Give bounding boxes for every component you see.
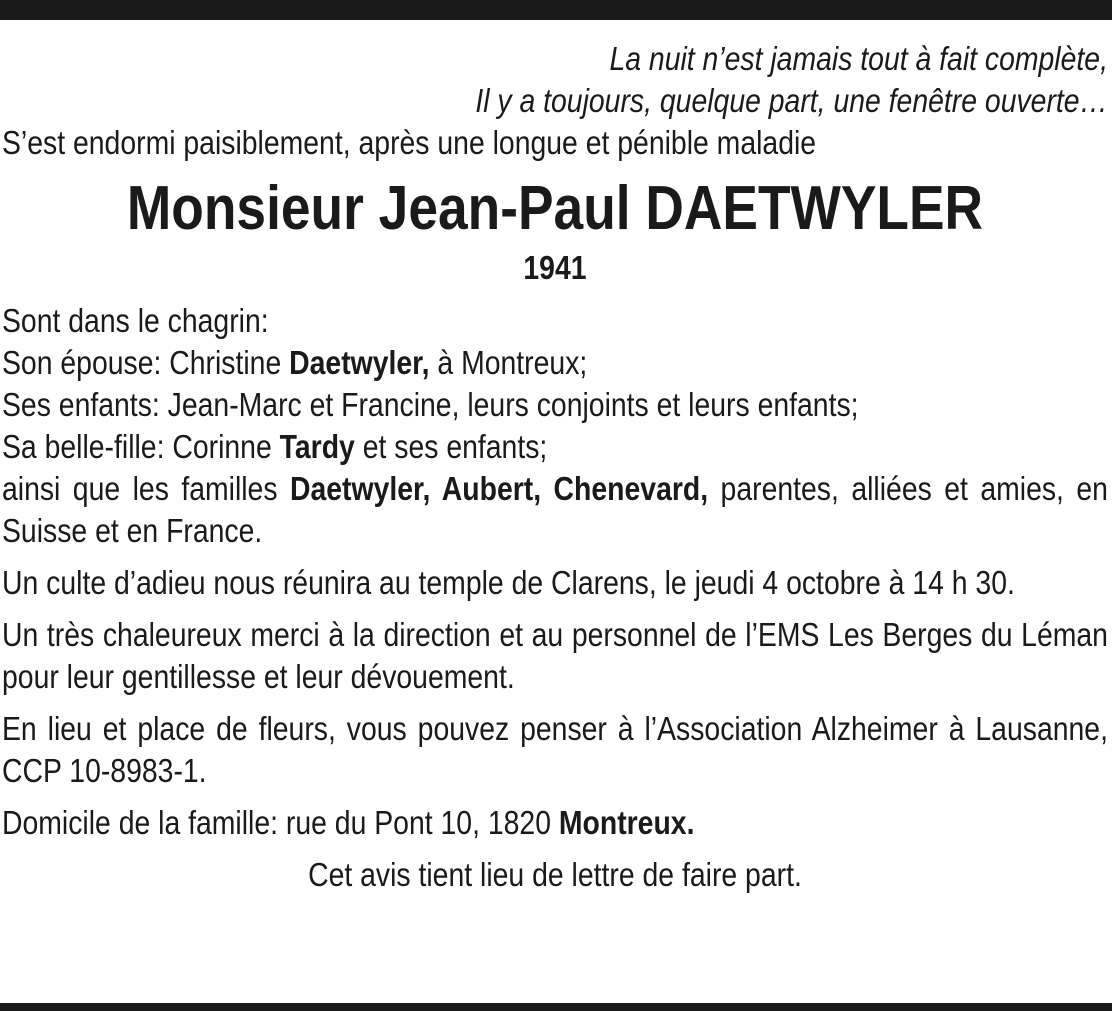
top-rule xyxy=(0,0,1112,20)
donation-paragraph: En lieu et place de fleurs, vous pouvez penser à l’Association Alzheimer à Lausanne, CCP 10-8983-1. xyxy=(2,710,1108,789)
intro-text: S’est endormi paisiblement, après une longue et pénible maladie xyxy=(2,124,817,161)
stepdaughter-prefix: Sa belle-fille: Corinne xyxy=(2,428,280,465)
children-line: Ses enfants: Jean-Marc et Francine, leurs conjoints et leurs enfants; xyxy=(2,386,859,423)
families-line xyxy=(2,468,1108,552)
families-prefix: ainsi que les familles xyxy=(2,470,290,507)
mourners-heading: Sont dans le chagrin: xyxy=(2,302,269,339)
spouse-surname: Daetwyler, xyxy=(289,344,430,381)
thanks-paragraph: Un très chaleureux merci à la direction et au personnel de l’EMS Les Berges du Léman pour leur gentillesse et leur dévouement. xyxy=(2,616,1108,695)
stepdaughter-surname: Tardy xyxy=(279,428,355,465)
bottom-rule xyxy=(0,1003,1112,1011)
epigraph-line-2: Il y a toujours, quelque part, une fenêtre ouverte… xyxy=(475,82,1108,119)
spouse-line xyxy=(2,342,1108,384)
spouse-prefix: Son épouse: Christine xyxy=(2,344,290,381)
domicile-address: Domicile de la famille: rue du Pont 10, 1820 xyxy=(2,804,559,841)
epigraph-line-1: La nuit n’est jamais tout à fait complète, xyxy=(609,40,1108,77)
epigraph xyxy=(2,38,1108,122)
deceased-name: Monsieur Jean-Paul DAETWYLER xyxy=(126,174,984,243)
mourners-block xyxy=(2,300,1108,552)
spouse-suffix: à Montreux; xyxy=(429,344,588,381)
closing-note: Cet avis tient lieu de lettre de faire part. xyxy=(308,856,802,893)
birth-year: 1941 xyxy=(523,249,587,286)
families-names: Daetwyler, Aubert, Chenevard, xyxy=(289,470,709,507)
domicile-line xyxy=(2,802,1108,844)
domicile-city: Montreux. xyxy=(558,804,695,841)
service-paragraph: Un culte d’adieu nous réunira au temple de Clarens, le jeudi 4 octobre à 14 h 30. xyxy=(2,564,1015,601)
stepdaughter-suffix: et ses enfants; xyxy=(354,428,548,465)
stepdaughter-line xyxy=(2,426,1108,468)
obituary-notice xyxy=(2,38,1108,896)
families-suffix: parentes, alliées et amies, en Suisse et en France. xyxy=(2,470,1108,549)
